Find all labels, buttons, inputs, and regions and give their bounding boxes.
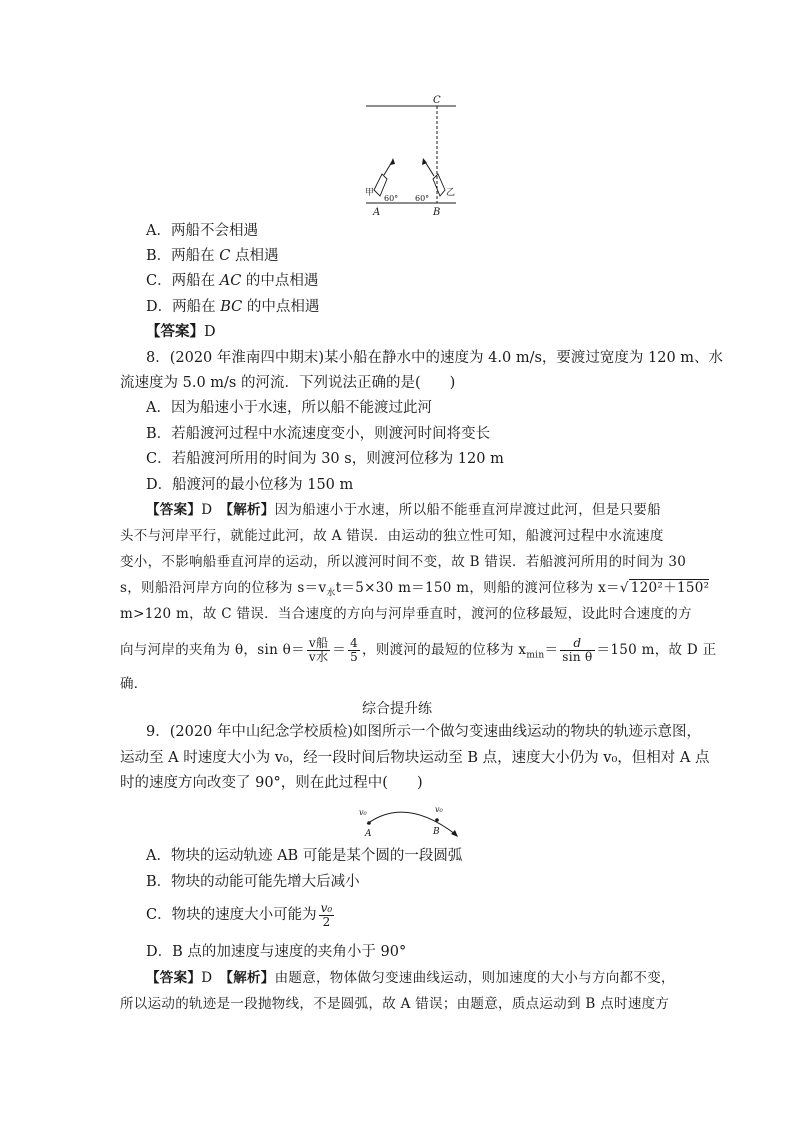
q8-answer-line5: m>120 m，故 C 错误．当合速度的方向与河岸垂直时，渡河的位移最短，设此时合速度的方 (120, 606, 692, 622)
answer-tag: 【答案】 (146, 502, 202, 518)
q7-option-b-post: 点相遇 (230, 248, 279, 264)
q8-option-d: D．船渡河的最小位移为 150 m (146, 477, 354, 493)
fraction-numerator: v船 (308, 636, 329, 650)
fraction-denominator: 5 (350, 650, 359, 664)
answer-tag: 【答案】 (146, 323, 204, 340)
figure-label-yi: 乙 (446, 188, 456, 198)
equals: ＝ (544, 642, 559, 658)
figure-angle-a: 60° (384, 194, 399, 203)
q7-option-c-post: 的中点相遇 (241, 273, 319, 289)
fraction-denominator: 2 (322, 914, 331, 929)
q7-option-b-pre: B．两船在 (146, 248, 220, 264)
figure-label-jia: 甲 (365, 188, 375, 198)
analysis-text: 向与河岸的夹角为 θ，sin θ＝ (120, 642, 305, 658)
option-text: C．物块的速度大小可能为 (146, 907, 317, 923)
answer-value: D (204, 324, 216, 340)
fraction (560, 637, 594, 664)
q7-option-d-segment: BC (220, 299, 243, 315)
q8-answer-line2: 头不与河岸平行，就能过此河，故 A 错误．由运动的独立性可知，船渡河过程中水流速度 (120, 528, 664, 544)
answer-tag: 【答案】 (146, 970, 202, 986)
q7-option-c-pre: C．两船在 (146, 273, 220, 289)
q8-answer-line3: 变小，不影响船垂直河岸的运动，所以渡河时间不变，故 B 错误．若船渡河所用的时间为 30 (120, 554, 687, 570)
figure-label-b: B (433, 207, 441, 218)
figure-label-c: C (433, 95, 441, 106)
river-figure (360, 92, 470, 222)
q8-stem-line1: 8．(2020 年淮南四中期末)某小船在静水中的速度为 4.0 m/s，要渡过宽度为 120 m、水 (146, 350, 724, 366)
subscript: 水 (326, 588, 336, 599)
figure-label-a: A (373, 207, 381, 218)
sqrt-expression: 120²＋150² (630, 580, 710, 596)
fraction (319, 902, 335, 929)
analysis-text: 由题意，物体做匀变速曲线运动，则加速度的大小与方向都不变， (274, 970, 675, 986)
fraction-denominator: v水 (308, 650, 329, 664)
q7-option-d (146, 297, 319, 317)
q7-option-c (146, 271, 318, 291)
fraction-denominator: sin θ (562, 650, 593, 664)
analysis-text: 因为船速小于水速，所以船不能垂直河岸渡过此河，但是只要船 (274, 502, 661, 518)
trajectory-figure (355, 798, 467, 844)
q9-answer-line1 (146, 968, 675, 988)
q9-option-b: B．物块的动能可能先增大后减小 (146, 874, 360, 890)
analysis-tag: 【解析】 (226, 502, 275, 518)
section-title: 综合提升练 (362, 701, 432, 717)
figure-point-a: A (365, 829, 372, 839)
q9-option-c (146, 898, 336, 932)
subscript: min (526, 650, 545, 661)
q8-answer-line4 (120, 578, 709, 604)
figure-point-b: B (433, 827, 440, 837)
figure-v0-b: v₀ (435, 805, 443, 814)
q7-option-a: A．两船不会相遇 (146, 223, 258, 239)
analysis-text: s，则船沿河岸方向的位移为 s＝v (120, 580, 327, 596)
answer-value: D (201, 970, 227, 986)
analysis-text: t＝5×30 m＝150 m，则船的渡河位移为 x＝√ (335, 580, 629, 596)
q9-stem-line3: 时的速度方向改变了 90°，则在此过程中( ) (120, 775, 423, 791)
q7-option-d-post: 的中点相遇 (242, 299, 320, 315)
equals: ＝ (332, 642, 347, 658)
analysis-tag: 【解析】 (226, 970, 275, 986)
figure-v0-a: v₀ (359, 808, 367, 817)
fraction (307, 637, 330, 664)
q8-answer-line7: 确． (120, 676, 148, 692)
fraction-numerator: d (560, 637, 594, 651)
q7-option-b (146, 246, 278, 266)
q8-option-a: A．因为船速小于水速，所以船不能渡过此河 (146, 400, 432, 416)
q7-answer (146, 322, 216, 342)
q9-stem-line2: 运动至 A 时速度大小为 v₀，经一段时间后物块运动至 B 点，速度大小仍为 v₀，但相对 A 点 (120, 750, 710, 766)
q9-option-a: A．物块的运动轨迹 AB 可能是某个圆的一段圆弧 (146, 848, 463, 864)
fraction-numerator: v₀ (320, 900, 333, 915)
q8-answer-line6 (120, 634, 716, 672)
fraction (348, 637, 360, 664)
q9-answer-line2: 所以运动的轨迹是一段抛物线，不是圆弧，故 A 错误；由题意，质点运动到 B 点时速度方 (120, 996, 670, 1012)
q8-option-c: C．若船渡河所用的时间为 30 s，则渡河位移为 120 m (146, 451, 504, 467)
q7-option-b-point: C (219, 248, 231, 264)
fraction-numerator: 4 (350, 636, 359, 650)
q7-option-d-pre: D．两船在 (146, 299, 221, 315)
q9-option-d: D．B 点的加速度与速度的夹角小于 90° (146, 944, 407, 960)
figure-angle-b: 60° (415, 194, 430, 203)
q7-option-c-segment: AC (219, 273, 242, 289)
analysis-text: ＝150 m，故 D 正 (596, 642, 717, 658)
analysis-text: ，则渡河的最短的位移为 x (362, 642, 527, 658)
q8-option-b: B．若船渡河过程中水流速度变小，则渡河时间将变长 (146, 426, 491, 442)
q8-stem-line2: 流速度为 5.0 m/s 的河流．下列说法正确的是( ) (120, 375, 456, 391)
answer-value: D (201, 502, 227, 518)
q8-answer-line1 (146, 500, 661, 520)
q9-stem-line1: 9．(2020 年中山纪念学校质检)如图所示一个做匀变速曲线运动的物块的轨迹示意图， (146, 724, 702, 740)
